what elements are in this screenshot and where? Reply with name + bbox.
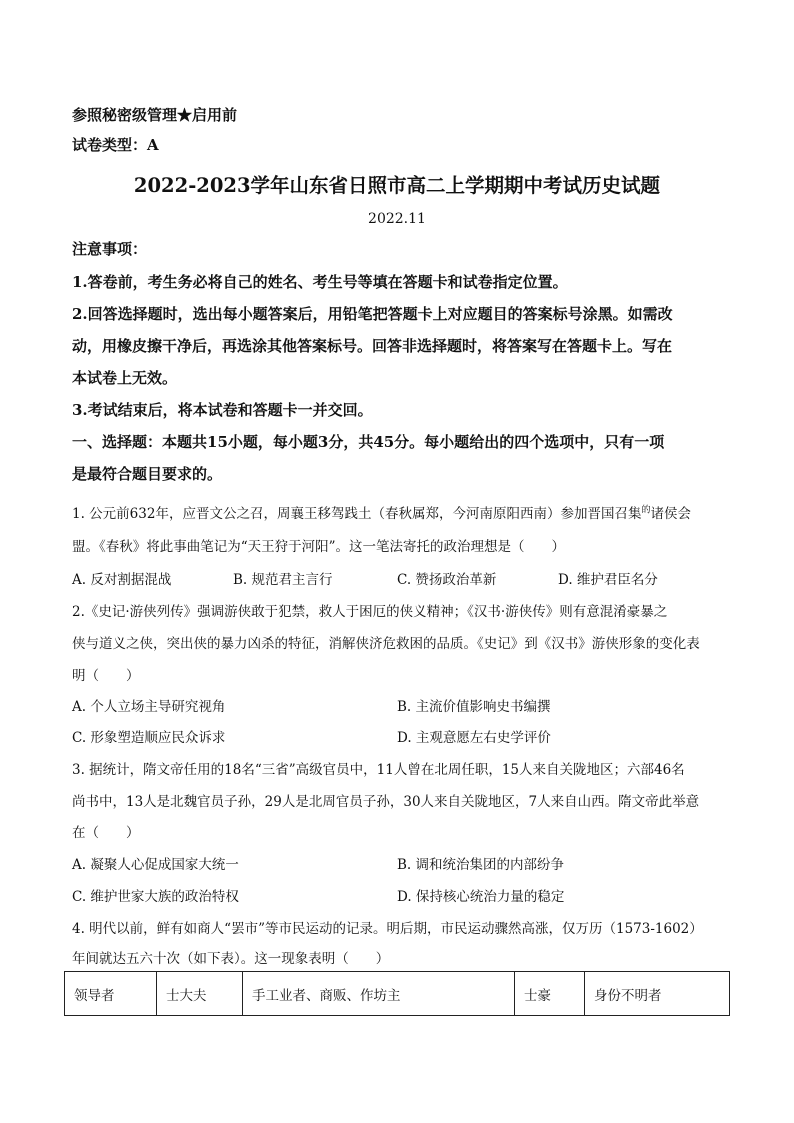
exam-title: 2022-2023学年山东省日照市高二上学期期中考试历史试题 <box>133 174 661 197</box>
q1-option-d: D. 维护君臣名分 <box>558 572 658 588</box>
q1-option-b: B. 规范君主言行 <box>233 572 333 588</box>
table-row <box>65 972 730 1016</box>
q2-stem-line-1: 2.《史记·游侠列传》强调游侠敢于犯禁，救人于困厄的侠义精神；《汉书·游侠传》则有意混淆豪暴之 <box>72 604 668 620</box>
notice-item-2-line-1: 2.回答选择题时，选出每小题答案后，用铅笔把答题卡上对应题目的答案标号涂黑。如需改 <box>72 305 673 323</box>
q3-option-a: A. 凝聚人心促成国家大统一 <box>72 857 239 873</box>
q4-table <box>64 971 730 1016</box>
q3-stem-line-3: 在（ ） <box>72 825 140 841</box>
q3-option-b: B. 调和统治集团的内部纷争 <box>397 857 565 873</box>
secret-level-label: 参照秘密级管理★启用前 <box>72 106 238 124</box>
notice-item-2-line-2: 动，用橡皮擦干净后，再选涂其他答案标号。回答非选择题时，将答案写在答题卡上。写在 <box>72 337 673 355</box>
section-heading-line-2: 是最符合题目要求的。 <box>72 465 223 483</box>
table-cell: 领导者 <box>65 972 157 1016</box>
q1-stem-text: 1. 公元前632年，应晋文公之召，周襄王移驾践土（春秋属郑，今河南原阳西南）参加晋国召集 <box>72 506 642 522</box>
section-heading-line-1: 一、选择题：本题共15小题，每小题3分，共45分。每小题给出的四个选项中，只有一项 <box>72 433 665 451</box>
notice-item-2-line-3: 本试卷上无效。 <box>72 369 178 387</box>
q3-option-c: C. 维护世家大族的政治特权 <box>72 889 239 905</box>
q2-option-b: B. 主流价值影响史书编撰 <box>397 699 551 715</box>
q2-stem-line-3: 明（ ） <box>72 668 140 684</box>
q1-stem-line-2: 盟。《春秋》将此事曲笔记为“天王狩于河阳”。这一笔法寄托的政治理想是（ ） <box>72 539 566 555</box>
q4-stem-line-2: 年间就达五六十次（如下表）。这一现象表明（ ） <box>72 951 390 967</box>
q4-stem-line-1: 4. 明代以前，鲜有如商人“罢市”等市民运动的记录。明后期，市民运动骤然高涨，仅万历（1573-1602） <box>72 921 703 937</box>
q3-stem-line-1: 3. 据统计，隋文帝任用的18名“三省”高级官员中，11人曾在北周任职，15人来自关陇地区；六部46名 <box>72 762 685 778</box>
q2-option-c: C. 形象塑造顺应民众诉求 <box>72 730 226 746</box>
notice-item-3: 3.考试结束后，将本试卷和答题卡一并交回。 <box>72 401 373 419</box>
paper-type-label: 试卷类型：A <box>72 136 159 154</box>
q1-stem-text-end: 诸侯会 <box>650 506 691 522</box>
notice-heading: 注意事项： <box>72 240 148 258</box>
table-cell: 手工业者、商贩、作坊主 <box>243 972 515 1016</box>
table-cell: 身份不明者 <box>585 972 730 1016</box>
q1-stem-line-1 <box>72 502 691 522</box>
q2-option-d: D. 主观意愿左右史学评价 <box>397 730 551 746</box>
q3-stem-line-2: 尚书中，13人是北魏官员子孙，29人是北周官员子孙，30人来自关陇地区，7人来自山西。隋文帝此举意 <box>72 794 700 810</box>
q2-option-a: A. 个人立场主导研究视角 <box>72 699 226 715</box>
q1-superscript: 的 <box>641 505 651 516</box>
table-cell: 士大夫 <box>157 972 243 1016</box>
exam-date: 2022.11 <box>368 211 426 227</box>
q1-option-c: C. 赞扬政治革新 <box>397 572 497 588</box>
notice-item-1: 1.答卷前，考生务必将自己的姓名、考生号等填在答题卡和试卷指定位置。 <box>72 273 568 291</box>
q3-option-d: D. 保持核心统治力量的稳定 <box>397 889 565 905</box>
q2-stem-line-2: 侠与道义之侠，突出侠的暴力凶杀的特征，消解侠济危救困的品质。《史记》到《汉书》游侠形象的变化表 <box>72 636 700 652</box>
table-cell: 士豪 <box>515 972 585 1016</box>
q1-option-a: A. 反对割据混战 <box>72 572 172 588</box>
